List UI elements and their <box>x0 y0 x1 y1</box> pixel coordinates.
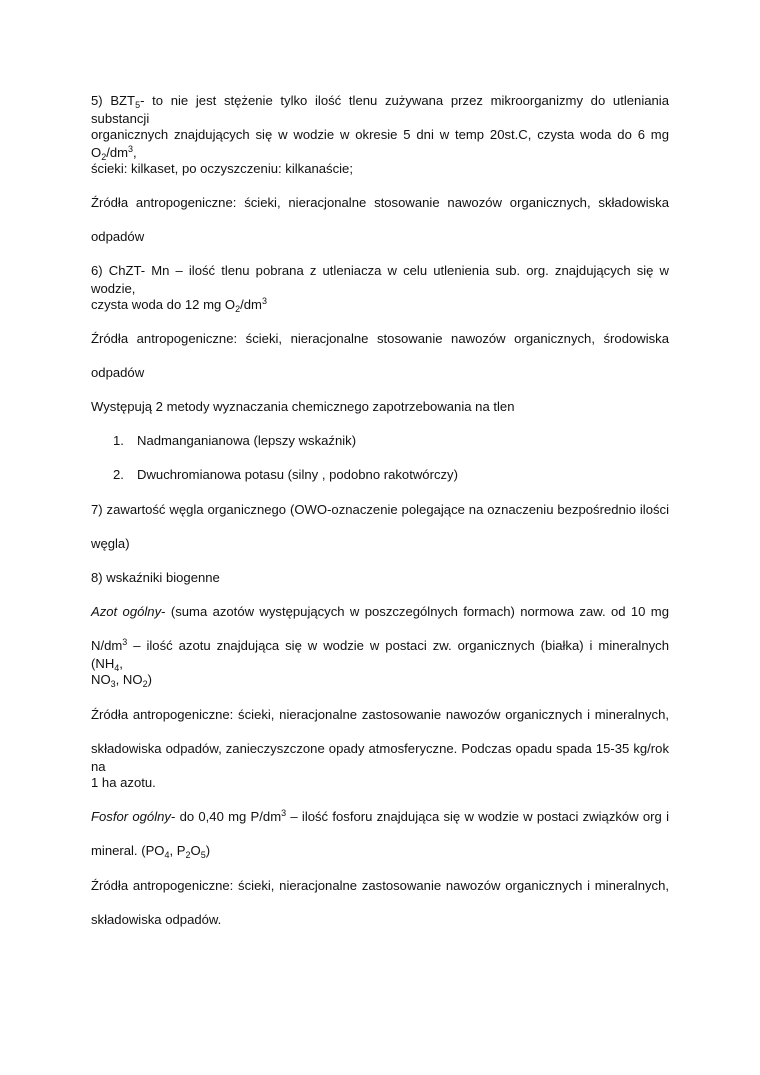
paragraph-azot-sources-line-3: 1 ha azotu. <box>91 775 156 790</box>
paragraph-bzt5-sources-line-1: Źródła antropogeniczne: ścieki, nieracjonalne stosowanie nawozów organicznych, składowiska <box>91 195 669 210</box>
list-item-number: 2. <box>113 467 124 482</box>
paragraph-azot-sources-line-2: składowiska odpadów, zanieczyszczone opady atmosferyczne. Podczas opadu spada 15-35 kg/rok na <box>91 741 669 774</box>
paragraph-owo-line-1: 7) zawartość węgla organicznego (OWO-oznaczenie polegające na oznaczeniu bezpośrednio ilości <box>91 502 669 517</box>
paragraph-methods-intro: Występują 2 metody wyznaczania chemicznego zapotrzebowania na tlen <box>91 399 515 414</box>
paragraph-bzt5-line-2: organicznych znajdujących się w wodzie w okresie 5 dni w temp 20st.C, czysta woda do 6 mg $O_2/dm^3$, <box>91 127 669 162</box>
paragraph-bzt5-line-3: ścieki: kilkaset, po oczyszczeniu: kilkanaście; <box>91 161 353 176</box>
list-item-text: Dwuchromianowa potasu (silny , podobno rakotwórczy) <box>137 467 458 482</box>
paragraph-chzt-line-1: 6) ChZT- Mn – ilość tlenu pobrana z utleniacza w celu utlenienia sub. org. znajdujących się w wodzie, <box>91 263 669 296</box>
paragraph-bzt5-sources-line-2: odpadów <box>91 229 145 244</box>
paragraph-azot-sources-line-1: Źródła antropogeniczne: ścieki, nieracjonalne zastosowanie nawozów organicznych i mineralnych, <box>91 707 669 722</box>
paragraph-chzt-sources-line-1: Źródła antropogeniczne: ścieki, nieracjonalne stosowanie nawozów organicznych, środowiska <box>91 331 669 346</box>
paragraph-fosfor-sources-line-1: Źródła antropogeniczne: ścieki, nieracjonalne zastosowanie nawozów organicznych i mineralnych, <box>91 878 669 893</box>
paragraph-fosfor-line-1: Fosfor ogólny- do 0,40 mg $P/dm^3$ – ilość fosforu znajdująca się w wodzie w postaci związków org i <box>91 808 669 824</box>
list-item-number: 1. <box>113 433 124 448</box>
paragraph-azot-line-2: $N/dm^3$ – ilość azotu znajdująca się w wodzie w postaci zw. organicznych (białka) i mineralnych ($NH_4$, <box>91 637 669 673</box>
paragraph-chzt-sources-line-2: odpadów <box>91 365 145 380</box>
paragraph-fosfor-sources-line-2: składowiska odpadów. <box>91 912 222 927</box>
paragraph-chzt-line-2: czysta woda do 12 mg $O_2/dm^3$ <box>91 296 267 314</box>
azot-label: Azot ogólny <box>91 604 162 619</box>
fosfor-label: Fosfor ogólny <box>91 809 171 824</box>
paragraph-azot-line-3: $NO_3$, $NO_2$) <box>91 672 152 689</box>
section-title-biogenic: 8) wskaźniki biogenne <box>91 570 220 585</box>
paragraph-owo-line-2: węgla) <box>91 536 130 551</box>
paragraph-bzt5-line-1: 5) $BZT_5-$ to nie jest stężenie tylko ilość tlenu zużywana przez mikroorganizmy do utleniania substancji <box>91 93 669 126</box>
list-item-text: Nadmanganianowa (lepszy wskaźnik) <box>137 433 357 448</box>
paragraph-fosfor-line-2: mineral. ($PO_4$, $P_2O_5$) <box>91 843 211 860</box>
paragraph-azot-line-1: Azot ogólny- (suma azotów występujących w poszczególnych formach) normowa zaw. od 10 mg <box>91 604 669 619</box>
